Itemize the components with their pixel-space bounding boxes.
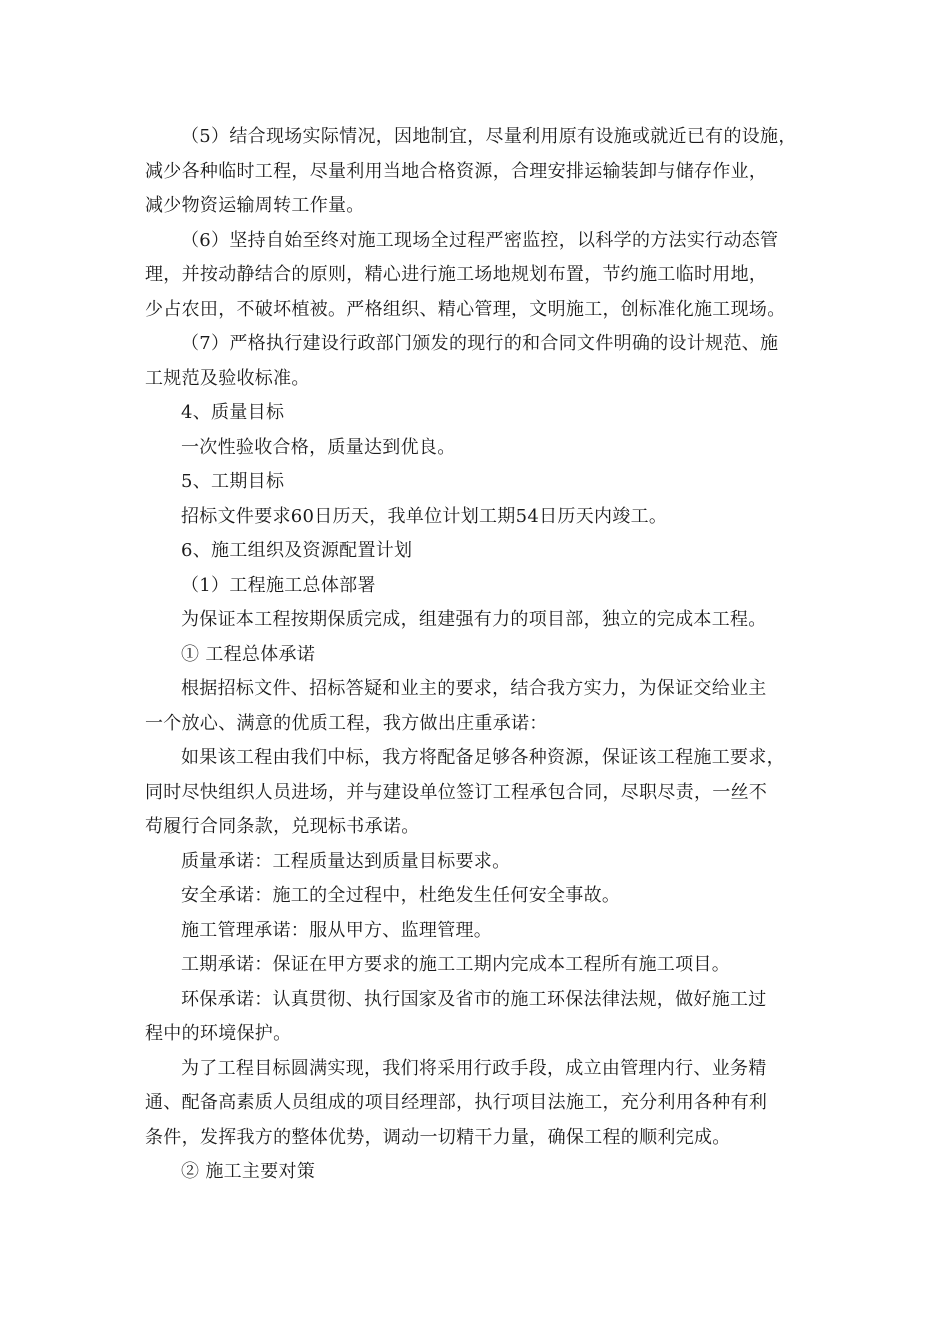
- text-line: 工规范及验收标准。: [145, 367, 310, 389]
- text-line: 为了工程目标圆满实现，我们将采用行政手段，成立由管理内行、业务精: [181, 1057, 767, 1079]
- paragraph-item-5: [145, 120, 817, 224]
- section-heading: 5、工期目标: [181, 471, 285, 492]
- paragraph-management-commitment: [145, 914, 817, 949]
- sub-heading: ② 施工主要对策: [181, 1161, 316, 1182]
- text-line: 施工管理承诺：服从甲方、监理管理。: [181, 919, 493, 941]
- paragraph-quality-commitment: [145, 845, 817, 880]
- text-line: 招标文件要求60日历天，我单位计划工期54日历天内竣工。: [181, 505, 668, 527]
- heading-quality-goal: [145, 396, 817, 431]
- text-line: 苟履行合同条款，兑现标书承诺。: [145, 816, 420, 837]
- text-line: 环保承诺：认真贯彻、执行国家及省市的施工环保法律法规，做好施工过: [181, 988, 767, 1010]
- paragraph-commitment-intro: [145, 672, 817, 741]
- text-line: （5）结合现场实际情况，因地制宜，尽量利用原有设施或就近已有的设施，: [181, 126, 797, 147]
- subheading-overall-deployment: [145, 569, 817, 604]
- sub-heading: ① 工程总体承诺: [181, 643, 316, 665]
- text-line: 程中的环境保护。: [145, 1023, 292, 1044]
- paragraph-safety-commitment: [145, 879, 817, 914]
- paragraph-schedule-goal: [145, 500, 817, 535]
- section-heading: 4、质量目标: [181, 402, 285, 423]
- heading-organization-plan: [145, 534, 817, 569]
- paragraph-environment-commitment: [145, 983, 817, 1052]
- text-line: 工期承诺：保证在甲方要求的施工工期内完成本工程所有施工项目。: [181, 954, 730, 975]
- text-line: 理，并按动静结合的原则，精心进行施工场地规划布置，节约施工临时用地，: [145, 264, 768, 285]
- paragraph-quality-goal: [145, 431, 817, 466]
- heading-schedule-goal: [145, 465, 817, 500]
- text-line: 通、配备高素质人员组成的项目经理部，执行项目法施工，充分利用各种有利: [145, 1092, 768, 1113]
- section-heading: 6、施工组织及资源配置计划: [181, 540, 413, 561]
- text-line: 安全承诺：施工的全过程中，杜绝发生任何安全事故。: [181, 885, 621, 906]
- text-line: 根据招标文件、招标答疑和业主的要求，结合我方实力，为保证交给业主: [181, 678, 767, 699]
- paragraph-item-7: [145, 327, 817, 396]
- text-line: 一次性验收合格，质量达到优良。: [181, 436, 456, 458]
- text-line: （7）严格执行建设行政部门颁发的现行的和合同文件明确的设计规范、施: [181, 333, 779, 354]
- text-line: 如果该工程由我们中标，我方将配备足够各种资源，保证该工程施工要求，: [181, 747, 785, 768]
- text-line: 同时尽快组织人员进场，并与建设单位签订工程承包合同，尽职尽责，一丝不: [145, 781, 768, 803]
- text-line: 少占农田，不破坏植被。严格组织、精心管理，文明施工，创标准化施工现场。: [145, 298, 786, 320]
- text-line: 质量承诺：工程质量达到质量目标要求。: [181, 850, 511, 872]
- text-line: 减少各种临时工程，尽量利用当地合格资源，合理安排运输装卸与储存作业，: [145, 160, 768, 182]
- document-body: [145, 120, 817, 1190]
- text-line: 一个放心、满意的优质工程，我方做出庄重承诺：: [145, 712, 548, 734]
- subheading-overall-commitment: [145, 638, 817, 673]
- paragraph-commitment-bid: [145, 741, 817, 845]
- paragraph-project-team: [145, 1052, 817, 1156]
- text-line: 为保证本工程按期保质完成，组建强有力的项目部，独立的完成本工程。: [181, 609, 767, 630]
- subheading-main-countermeasures: [145, 1155, 817, 1190]
- text-line: 条件，发挥我方的整体优势，调动一切精干力量，确保工程的顺利完成。: [145, 1126, 731, 1148]
- paragraph-item-6: [145, 224, 817, 328]
- paragraph-deployment: [145, 603, 817, 638]
- sub-heading: （1）工程施工总体部署: [181, 574, 376, 596]
- text-line: 减少物资运输周转工作量。: [145, 195, 365, 216]
- text-line: （6）坚持自始至终对施工现场全过程严密监控，以科学的方法实行动态管: [181, 229, 779, 251]
- paragraph-schedule-commitment: [145, 948, 817, 983]
